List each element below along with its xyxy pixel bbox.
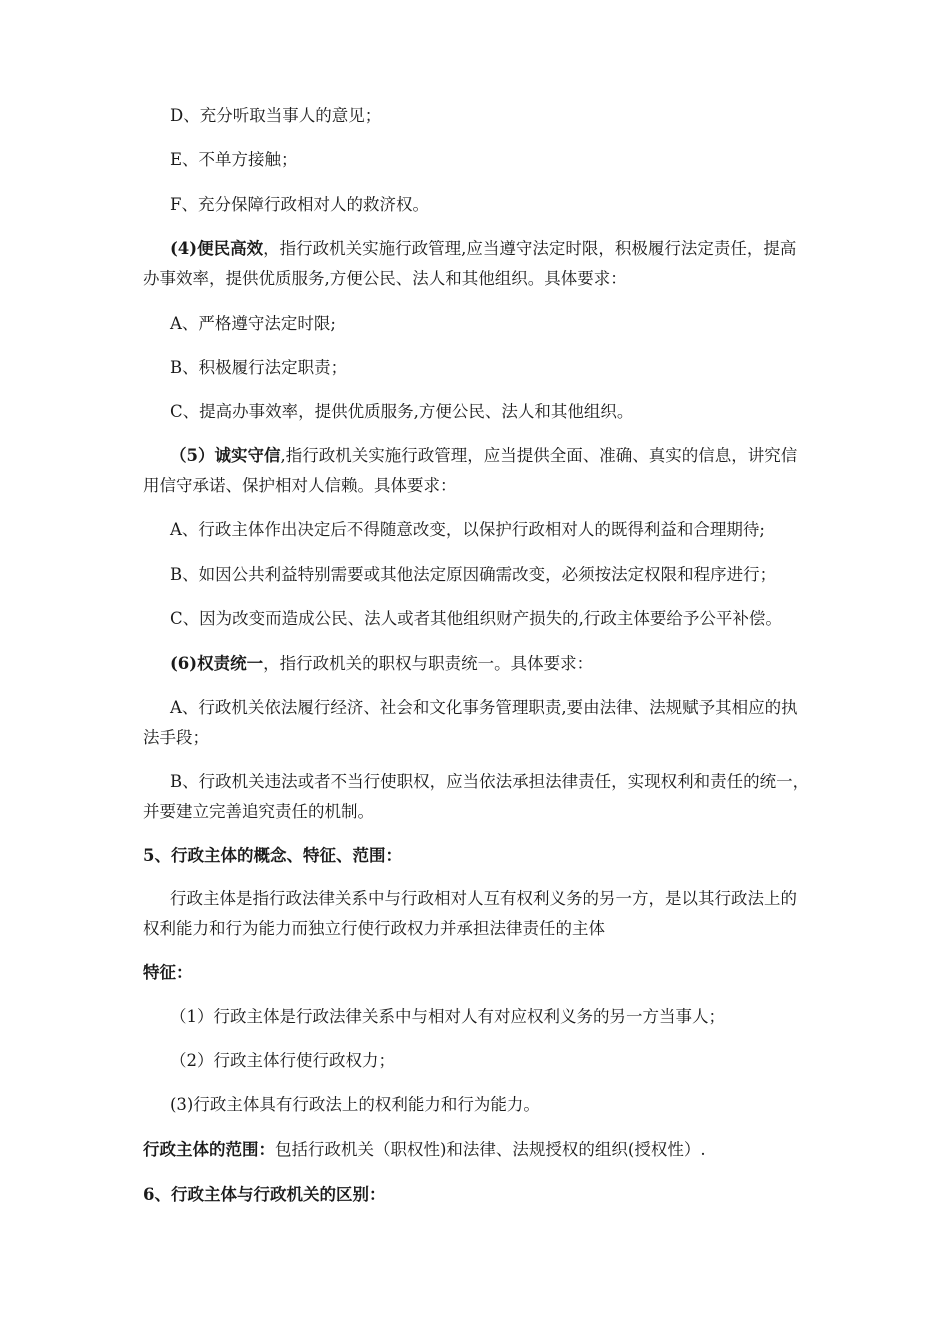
section-6-heading: 6、行政主体与行政机关的区别：	[143, 1185, 386, 1204]
item-a4: A、严格遵守法定时限;	[170, 314, 336, 333]
scope-line: 行政主体的范围：包括行政机关（职权性)和法律、法规授权的组织(授权性）.	[143, 1140, 706, 1159]
para-6-line1: (6)权责统一，指行政机关的职权与职责统一。具体要求：	[170, 654, 594, 673]
feature-3: (3)行政主体具有行政法上的权利能力和行为能力。	[170, 1095, 540, 1114]
item-b5: B、如因公共利益特别需要或其他法定原因确需改变，必须按法定权限和程序进行；	[170, 565, 777, 584]
para-4-heading: (4)便民高效	[170, 239, 264, 258]
para-5-heading: （5）诚实守信	[170, 446, 281, 465]
para-5-line2: 用信守承诺、保护相对人信赖。具体要求：	[143, 476, 457, 495]
item-a6-line1: A、行政机关依法履行经济、社会和文化事务管理职责,要由法律、法规赋予其相应的执	[170, 698, 798, 717]
item-b6-line1: B、行政机关违法或者不当行使职权，应当依法承担法律责任，实现权利和责任的统一，	[170, 772, 810, 791]
item-a6-line2: 法手段；	[143, 728, 209, 747]
item-e: E、不单方接触；	[170, 150, 298, 169]
para-4-line2: 办事效率，提供优质服务,方便公民、法人和其他组织。具体要求：	[143, 269, 627, 288]
item-a5: A、行政主体作出决定后不得随意改变，以保护行政相对人的既得利益和合理期待;	[170, 520, 765, 539]
features-heading: 特征：	[143, 963, 193, 982]
para-5-line1: （5）诚实守信,指行政机关实施行政管理，应当提供全面、准确、真实的信息，讲究信	[170, 446, 798, 465]
item-f: F、充分保障行政相对人的救济权。	[170, 195, 429, 214]
item-b6-line2: 并要建立完善追究责任的机制。	[143, 802, 374, 821]
section-5-heading: 5、行政主体的概念、特征、范围：	[143, 846, 402, 865]
scope-heading: 行政主体的范围：	[143, 1140, 275, 1159]
definition-line1: 行政主体是指行政法律关系中与行政相对人互有权利义务的另一方，是以其行政法上的	[170, 889, 797, 908]
feature-2: （2）行政主体行使行政权力；	[170, 1051, 395, 1070]
item-d: D、充分听取当事人的意见；	[170, 106, 382, 125]
item-b4: B、积极履行法定职责；	[170, 358, 348, 377]
item-c5: C、因为改变而造成公民、法人或者其他组织财产损失的,行政主体要给予公平补偿。	[170, 609, 782, 628]
item-c4: C、提高办事效率，提供优质服务,方便公民、法人和其他组织。	[170, 402, 634, 421]
para-6-heading: (6)权责统一	[170, 654, 264, 673]
para-4-line1: (4)便民高效，指行政机关实施行政管理,应当遵守法定时限，积极履行法定责任，提高	[170, 239, 797, 258]
feature-1: （1）行政主体是行政法律关系中与相对人有对应权利义务的另一方当事人；	[170, 1007, 725, 1026]
definition-line2: 权利能力和行为能力而独立行使行政权力并承担法律责任的主体	[143, 919, 605, 938]
